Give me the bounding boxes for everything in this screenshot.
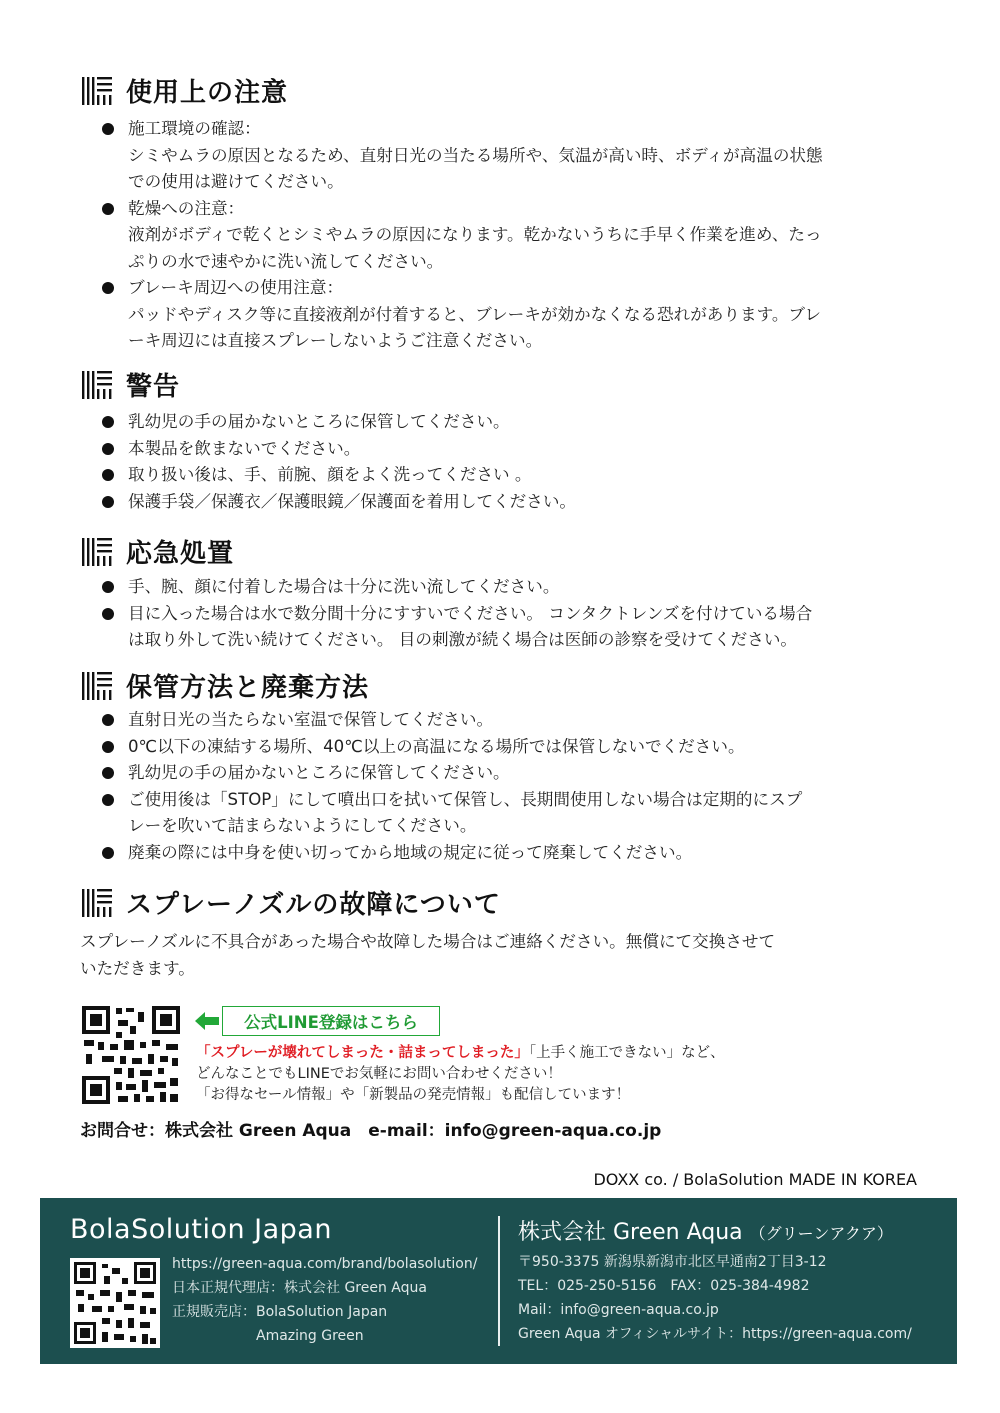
section-title-first-aid bbox=[80, 533, 234, 570]
line-register-label: 公式LINE登録はこちら bbox=[244, 1013, 418, 1032]
caution-list bbox=[100, 116, 930, 355]
list-item: 乳幼児の手の届かないところに保管してください。 bbox=[100, 760, 930, 787]
footer-qr-code[interactable] bbox=[70, 1258, 160, 1348]
list-item: 目に入った場合は水で数分間十分にすすいでください。 コンタクトレンズを付けている場合 bbox=[100, 601, 930, 628]
section-bars-icon bbox=[80, 670, 114, 702]
line-promo-rest: 「上手く施工できない」など、 bbox=[528, 1045, 725, 1061]
footer-company-kana: （グリーンアクア） bbox=[749, 1224, 893, 1243]
list-item-text: ぷりの水で速やかに洗い流してください。 bbox=[128, 251, 444, 271]
line-promo-line-3: 「お得なセール情報」や「新製品の発売情報」も配信しています！ bbox=[196, 1087, 631, 1103]
footer-site[interactable]: Green Aqua オフィシャルサイト：https://green-aqua.com/ bbox=[518, 1326, 912, 1342]
section-title-text: 警告 bbox=[126, 372, 181, 402]
list-item: 本製品を飲まないでください。 bbox=[100, 436, 930, 463]
section-bars-icon bbox=[80, 536, 114, 568]
list-item: 乾燥への注意： bbox=[100, 196, 930, 223]
section-bars-icon bbox=[80, 369, 114, 401]
list-item: 取り扱い後は、手、前腕、顔をよく洗ってください 。 bbox=[100, 462, 930, 489]
list-item-text: レーを吹いて詰まらないようにしてください。 bbox=[128, 816, 477, 835]
section-bars-icon bbox=[80, 887, 114, 919]
footer-dealer: 正規販売店：BolaSolution Japan bbox=[172, 1304, 388, 1320]
red-highlight: 「スプレーが壊れてしまった・詰まってしまった」 bbox=[196, 1045, 529, 1061]
storage-list bbox=[100, 707, 930, 866]
footer-phone: TEL：025-250-5156 FAX：025-384-4982 bbox=[518, 1278, 810, 1294]
section-title-text: スプレーノズルの故障について bbox=[126, 890, 501, 920]
footer-mail[interactable]: Mail：info@green-aqua.co.jp bbox=[518, 1302, 719, 1318]
section-bars-icon bbox=[80, 75, 114, 107]
line-promo-line-1 bbox=[196, 1043, 725, 1064]
line-qr-code[interactable] bbox=[80, 1004, 182, 1106]
line-promo-text bbox=[196, 1043, 725, 1106]
footer-address: 〒950-3375 新潟県新潟市北区早通南2丁目3-12 bbox=[518, 1254, 827, 1270]
list-item: 廃棄の際には中身を使い切ってから地域の規定に従って廃棄してください。 bbox=[100, 840, 930, 867]
paragraph-line: いただきます。 bbox=[80, 958, 195, 978]
footer-brand: BolaSolution Japan bbox=[70, 1214, 332, 1245]
footer-agent: 日本正規代理店：株式会社 Green Aqua bbox=[172, 1280, 427, 1296]
section-title-text: 使用上の注意 bbox=[126, 78, 289, 108]
list-item: ご使用後は「STOP」にして噴出口を拭いて保管し、長期間使用しない場合は定期的にスプ bbox=[100, 787, 930, 814]
footer-dealer-2: Amazing Green bbox=[172, 1328, 364, 1344]
warning-list bbox=[100, 409, 930, 515]
footer-company bbox=[518, 1215, 893, 1246]
list-item: 直射日光の当たらない室温で保管してください。 bbox=[100, 707, 930, 734]
footer bbox=[40, 1198, 957, 1364]
arrow-left-icon bbox=[193, 1010, 221, 1032]
contact-info: お問合せ：株式会社 Green Aqua e-mail：info@green-aqua.co.jp bbox=[80, 1121, 662, 1141]
list-item-text: パッドやディスク等に直接液剤が付着すると、ブレーキが効かなくなる恐れがあります。ブレ bbox=[128, 304, 821, 324]
list-item-text: は取り外して洗い続けてください。 目の刺激が続く場合は医師の診察を受けてください。 bbox=[128, 630, 798, 649]
section-title-nozzle bbox=[80, 884, 501, 921]
section-title-warning bbox=[80, 366, 180, 403]
list-item-text: 液剤がボディで乾くとシミやムラの原因になります。乾かないうちに手早く作業を進め、たっ bbox=[128, 225, 822, 244]
list-item: 保護手袋／保護衣／保護眼鏡／保護面を着用してください。 bbox=[100, 489, 930, 516]
list-item-text: シミやムラの原因となるため、直射日光の当たる場所や、気温が高い時、ボディが高温の状態 bbox=[128, 145, 823, 165]
section-title-caution bbox=[80, 72, 288, 109]
footer-right-info bbox=[518, 1250, 912, 1346]
section-title-storage bbox=[80, 667, 369, 704]
nozzle-text bbox=[80, 929, 925, 982]
footer-company-name: 株式会社 Green Aqua bbox=[518, 1220, 743, 1245]
list-item-text: ーキ周辺には直接スプレーしないようご注意ください。 bbox=[128, 331, 543, 350]
first-aid-list bbox=[100, 574, 930, 654]
line-promo-line-2: どんなことでもLINEでお気軽にお問い合わせください！ bbox=[196, 1066, 562, 1082]
list-item: 乳幼児の手の届かないところに保管してください。 bbox=[100, 409, 930, 436]
paragraph-line: スプレーノズルに不具合があった場合や故障した場合はご連絡ください。無償にて交換させて bbox=[80, 932, 776, 951]
list-item: 施工環境の確認： bbox=[100, 116, 930, 143]
section-title-text: 保管方法と廃棄方法 bbox=[126, 673, 370, 703]
list-item: 0℃以下の凍結する場所、40℃以上の高温になる場所では保管しないでください。 bbox=[100, 734, 930, 761]
footer-brand-url[interactable]: https://green-aqua.com/brand/bolasolution/ bbox=[172, 1256, 478, 1272]
section-title-text: 応急処置 bbox=[126, 539, 235, 569]
footer-left-info bbox=[172, 1252, 477, 1348]
list-item: ブレーキ周辺への使用注意： bbox=[100, 275, 930, 302]
line-register-button[interactable] bbox=[222, 1006, 440, 1036]
list-item-text: での使用は避けてください。 bbox=[128, 172, 344, 191]
footer-divider bbox=[498, 1216, 500, 1346]
list-item: 手、腕、顔に付着した場合は十分に洗い流してください。 bbox=[100, 574, 930, 601]
maker-info: DOXX co. / BolaSolution MADE IN KOREA bbox=[593, 1170, 917, 1189]
